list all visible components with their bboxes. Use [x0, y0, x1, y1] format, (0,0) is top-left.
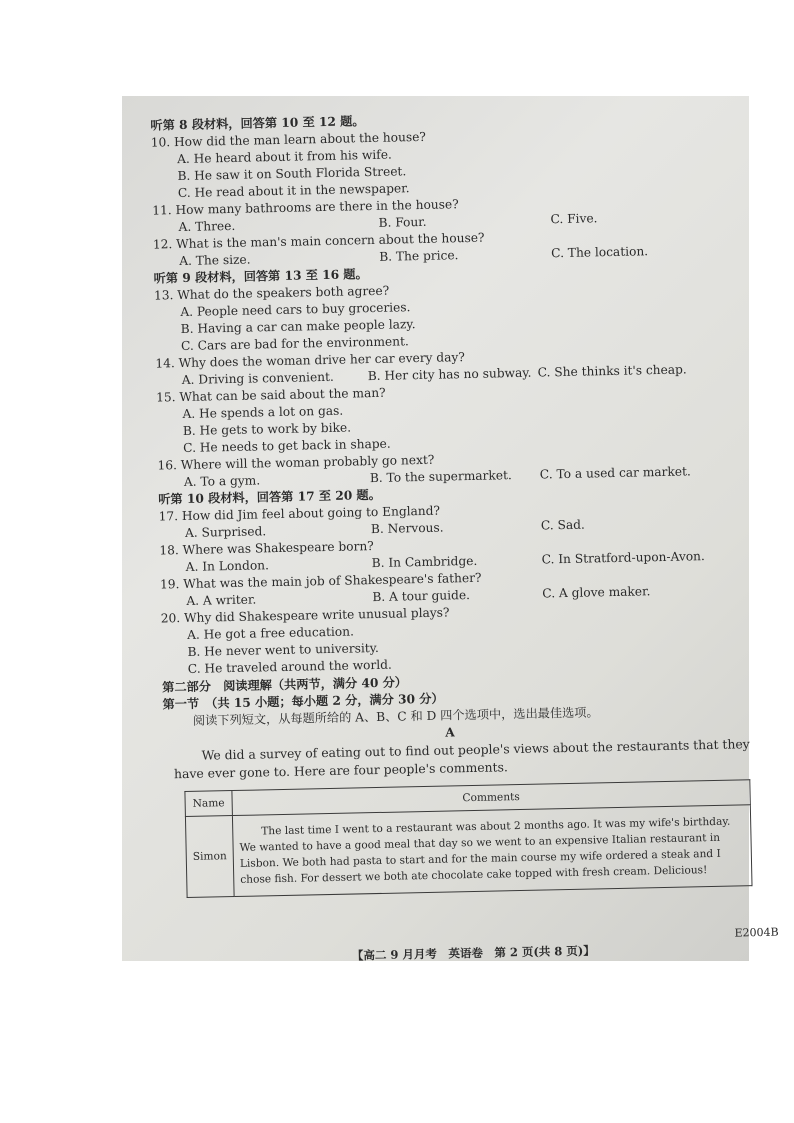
question-12-option-a: A. The size.: [179, 252, 251, 269]
question-14-option-c: C. She thinks it's cheap.: [537, 362, 687, 380]
question-19-option-a: A. A writer.: [186, 592, 257, 608]
part-2-heading: 第二部分 阅读理解（共两节，满分 40 分）: [162, 675, 408, 695]
question-12-option-c: C. The location.: [551, 244, 649, 261]
question-17-option-b: B. Nervous.: [370, 520, 444, 537]
question-17-option-c: C. Sad.: [540, 517, 585, 533]
section-10-heading: 听第 10 段材料，回答第 17 至 20 题。: [158, 487, 381, 507]
passage-a-label: A: [445, 725, 455, 740]
question-18-option-b: B. In Cambridge.: [371, 553, 478, 571]
question-16-option-b: B. To the supermarket.: [369, 468, 512, 486]
question-10-option-b: B. He saw it on South Florida Street.: [177, 164, 407, 184]
question-10-stem: 10. How did the man learn about the house?: [150, 129, 427, 150]
header-name: Name: [185, 791, 233, 817]
question-16-option-c: C. To a used car market.: [539, 464, 691, 482]
header-comments: Comments: [232, 780, 750, 816]
reading-instruction: 阅读下列短文，从每题所给的 A、B、C 和 D 四个选项中，选出最佳选项。: [192, 705, 599, 728]
question-19-option-c: C. A glove maker.: [542, 584, 651, 601]
question-18-option-a: A. In London.: [185, 558, 270, 574]
question-14-option-b: B. Her city has no subway.: [367, 365, 532, 384]
question-13-option-b: B. Having a car can make people lazy.: [180, 317, 416, 337]
question-15-option-c: C. He needs to get back in shape.: [183, 436, 391, 456]
question-13-stem: 13. What do the speakers both agree?: [153, 283, 390, 303]
question-15-option-a: A. He spends a lot on gas.: [182, 403, 344, 422]
question-10-option-c: C. He read about it in the newspaper.: [177, 181, 410, 201]
question-20-option-b: B. He never went to university.: [187, 640, 379, 659]
section-9-heading: 听第 9 段材料，回答第 13 至 16 题。: [153, 267, 368, 286]
question-13-option-c: C. Cars are bad for the environment.: [180, 334, 409, 354]
section-8-heading: 听第 8 段材料，回答第 10 至 12 题。: [150, 114, 365, 133]
question-10-option-a: A. He heard about it from his wife.: [177, 147, 392, 167]
question-12-option-b: B. The price.: [379, 248, 459, 264]
question-11-stem: 11. How many bathrooms are there in the house?: [152, 197, 459, 218]
question-20-option-a: A. He got a free education.: [186, 624, 355, 642]
question-20-stem: 20. Why did Shakespeare write unusual plays?: [160, 605, 450, 626]
question-15-stem: 15. What can be said about the man?: [156, 385, 386, 405]
row-comment: The last time I went to a restaurant was about 2 months ago. It was my wife's birthday. We wanted to have a good meal that day so we went to an expensive Italian restaurant in Lisbon. We both had pasta to start and for the main course my wife ordered a steak and I chose fish. For dessert we both ate chocolate cake topped with fresh cream. Delicious!: [232, 805, 752, 897]
question-12-stem: 12. What is the man's main concern about the house?: [152, 230, 485, 252]
table-row: [185, 805, 752, 898]
question-18-option-c: C. In Stratford-upon-Avon.: [541, 549, 705, 567]
question-16-option-a: A. To a gym.: [183, 473, 261, 489]
question-20-option-c: C. He traveled around the world.: [187, 657, 392, 676]
question-11-option-a: A. Three.: [178, 218, 236, 235]
paper-code: E2004B: [734, 925, 779, 940]
question-15-option-b: B. He gets to work by bike.: [182, 420, 352, 439]
question-13-option-a: A. People need cars to buy groceries.: [180, 300, 411, 320]
photographed-exam-page: [122, 96, 779, 963]
question-19-stem: 19. What was the main job of Shakespeare's father?: [159, 570, 482, 592]
question-14-option-a: A. Driving is convenient.: [181, 369, 334, 388]
question-11-option-c: C. Five.: [550, 211, 598, 227]
question-11-option-b: B. Four.: [378, 214, 427, 230]
comments-table: [184, 779, 752, 898]
page-footer: 【高二 9 月月考 英语卷 第 2 页(共 8 页)】: [351, 943, 595, 963]
question-19-option-b: B. A tour guide.: [372, 588, 471, 605]
question-16-stem: 16. Where will the woman probably go next?: [157, 452, 435, 473]
question-17-option-a: A. Surprised.: [184, 524, 267, 540]
passage-a-intro: We did a survey of eating out to find out people's views about the restaurants that they have ever gone to. Here are four people's comments.: [173, 736, 750, 782]
question-18-stem: 18. Where was Shakespeare born?: [159, 539, 374, 558]
question-14-stem: 14. Why does the woman drive her car every day?: [155, 350, 465, 371]
exam-sheet: [132, 91, 789, 963]
question-17-stem: 17. How did Jim feel about going to England?: [158, 503, 441, 524]
part-2-section-1: 第一节 （共 15 小题；每小题 2 分，满分 30 分）: [162, 691, 444, 712]
row-name: Simon: [185, 816, 234, 898]
